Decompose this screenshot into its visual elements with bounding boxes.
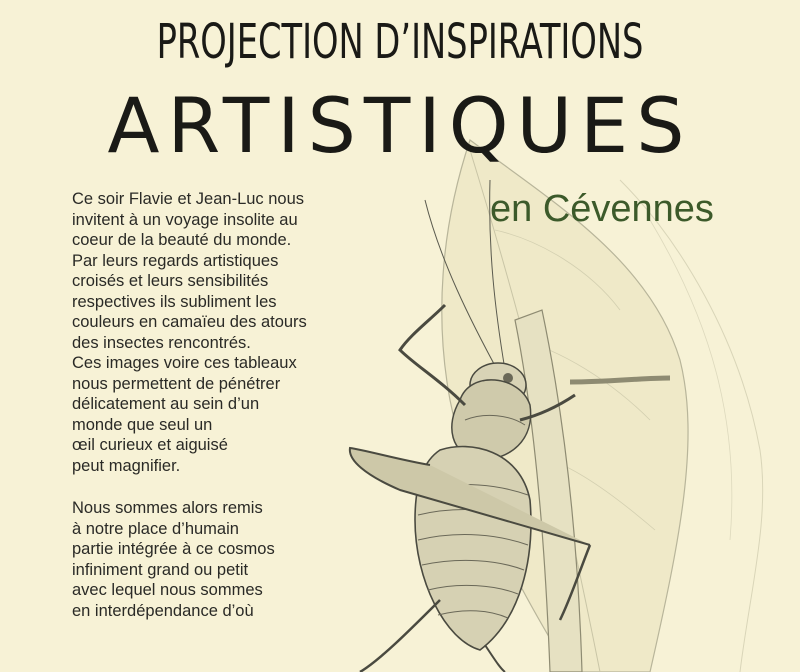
title-line-2: ARTISTIQUES	[107, 81, 693, 170]
text-line: Ces images voire ces tableaux	[72, 354, 297, 372]
title-line-1: PROJECTION D’INSPIRATIONS	[156, 14, 644, 70]
text-line: couleurs en camaïeu des atours	[72, 313, 307, 331]
text-line: respectives ils subliment les	[72, 292, 277, 311]
text-line: œil curieux et aiguisé	[72, 436, 228, 454]
text-line: Par leurs regards artistiques	[72, 251, 279, 270]
text-line: croisés et leurs sensibilités	[72, 272, 269, 290]
text-line: monde que seul un	[72, 415, 213, 434]
text-line: en interdépendance d’où	[72, 601, 254, 620]
text-line: coeur de la beauté du monde.	[72, 231, 292, 249]
body-text	[72, 189, 347, 621]
text-line: nous permettent de pénétrer	[72, 374, 281, 393]
text-line: à notre place d’humain	[72, 519, 239, 538]
text-line: avec lequel nous sommes	[72, 581, 263, 599]
text-line: partie intégrée à ce cosmos	[72, 540, 275, 558]
text-line: Nous sommes alors remis	[72, 499, 263, 517]
text-line: des insectes rencontrés.	[72, 333, 251, 352]
text-line: Ce soir Flavie et Jean-Luc nous	[72, 190, 305, 208]
paragraph-gap	[72, 476, 347, 498]
subtitle: en Cévennes	[490, 188, 714, 230]
text-line: délicatement au sein d’un	[72, 395, 260, 413]
text-line: peut magnifier.	[72, 456, 181, 475]
text-line: infiniment grand ou petit	[72, 560, 249, 579]
text-line: invitent à un voyage insolite au	[72, 210, 298, 229]
